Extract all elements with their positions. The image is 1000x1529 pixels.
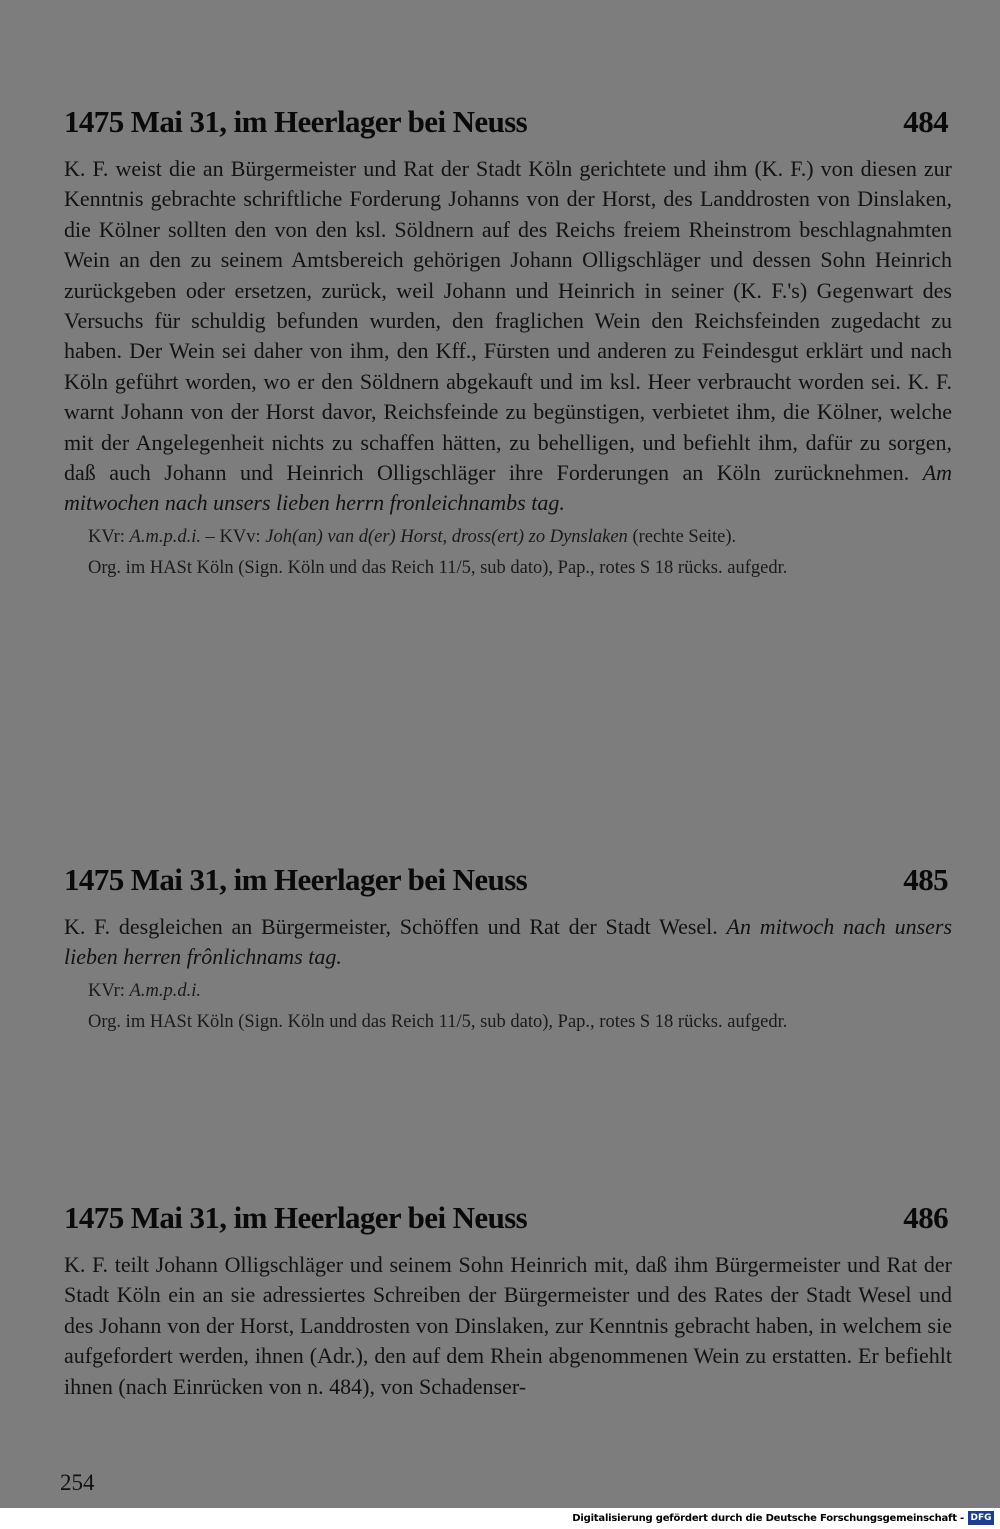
entry-486 <box>64 1200 952 1402</box>
entry-regest: K. F. teilt Johann Olligschläger und seinem Sohn Heinrich mit, daß ihm Bürgermeister und Rat der Stadt Köln ein an sie adressiertes Schreiben der Bürgermeister und des Rates der Stadt Wesel und des Johann von der Horst, Landdrosten von Dinslaken, zur Kenntnis gebracht haben, in welchem sie aufgefordert werden, ihnen (Adr.), den auf dem Rhein abgenommenen Wein zu erstatten. Er befiehlt ihnen (nach Einrücken von n. 484), von Schadenser- <box>64 1252 952 1399</box>
regest-text: K. F. weist die an Bürgermeister und Rat der Stadt Köln gerichtete und ihm (K. F.) von diesen zur Kenntnis gebrachte schriftliche Forderung Johanns von der Horst, des Landdrosten von Dinslaken, die Kölner sollten den von den ksl. Söldnern auf des Reichs freiem Rheinstrom beschlagnahmten Wein an den zu seinem Amtsbereich gehörigen Johann Olligschläger und dessen Sohn Heinrich zurückgeben oder ersetzen, zurück, weil Johann und Heinrich in seiner (K. F.'s) Gegenwart des Versuchs für schuldig befunden wurden, den fraglichen Wein den Reichsfeinden zugedacht zu haben. Der Wein sei daher von ihm, den Kff., Fürsten und anderen zu Feindesgut erklärt und nach Köln geführt worden, wo er den Söldnern abgekauft und im ksl. Heer verbraucht worden sei. K. F. warnt Johann von der Horst davor, Reichsfeinde zu begünstigen, verbietet ihm, die Kölner, welche mit der Angelegenheit nichts zu schaffen hätten, zu behelligen, und befiehlt ihm, dafür zu sorgen, daß auch Johann und Heinrich Olligschläger ihre Forderungen an Köln zurücknehmen. <box>64 156 952 486</box>
entry-regest <box>64 912 952 973</box>
dfg-logo: DFG <box>968 1511 994 1525</box>
page-number: 254 <box>60 1470 95 1495</box>
entry-kanzleivermerk <box>64 525 952 550</box>
entry-date-place: 1475 Mai 31, im Heerlager bei Neuss <box>64 862 528 897</box>
kvr-label: KVr: <box>88 980 125 1001</box>
entry-number: 485 <box>903 862 948 897</box>
kvv-after: (rechte Seite). <box>632 526 737 547</box>
entry-date-place: 1475 Mai 31, im Heerlager bei Neuss <box>64 1200 528 1235</box>
entry-number: 484 <box>903 104 948 139</box>
kvv-text: Joh(an) van d(er) Horst, dross(ert) zo Dynslaken <box>265 526 628 547</box>
kvr-text: A.m.p.d.i. <box>129 980 201 1001</box>
entry-source: Org. im HASt Köln (Sign. Köln und das Reich 11/5, sub dato), Pap., rotes S 18 rücks. aufgedr. <box>88 1011 788 1032</box>
entry-484 <box>64 104 952 581</box>
funding-credit: Digitalisierung gefördert durch die Deutsche Forschungsgemeinschaft - <box>572 1513 964 1524</box>
entry-regest <box>64 154 952 519</box>
entry-heading <box>64 1200 952 1236</box>
kvv-label: – KVv: <box>205 526 261 547</box>
footer-bar <box>0 1508 1000 1529</box>
kvr-text: A.m.p.d.i. <box>129 526 201 547</box>
entry-kanzleivermerk <box>64 979 952 1004</box>
entry-485 <box>64 862 952 1035</box>
entry-number: 486 <box>903 1200 948 1235</box>
entry-heading <box>64 862 952 898</box>
regest-date-quote: Am mitwochen nach unsers lieben herrn fronleichnambs tag. <box>64 460 953 516</box>
entry-date-place: 1475 Mai 31, im Heerlager bei Neuss <box>64 104 528 139</box>
regest-text: K. F. desgleichen an Bürgermeister, Schöffen und Rat der Stadt Wesel. <box>64 914 718 939</box>
entry-source: Org. im HASt Köln (Sign. Köln und das Reich 11/5, sub dato), Pap., rotes S 18 rücks. aufgedr. <box>88 557 788 578</box>
kvr-label: KVr: <box>88 526 125 547</box>
regest-date-quote: An mitwoch nach unsers lieben herren frônlichnams tag. <box>64 914 953 970</box>
entry-heading <box>64 104 952 140</box>
